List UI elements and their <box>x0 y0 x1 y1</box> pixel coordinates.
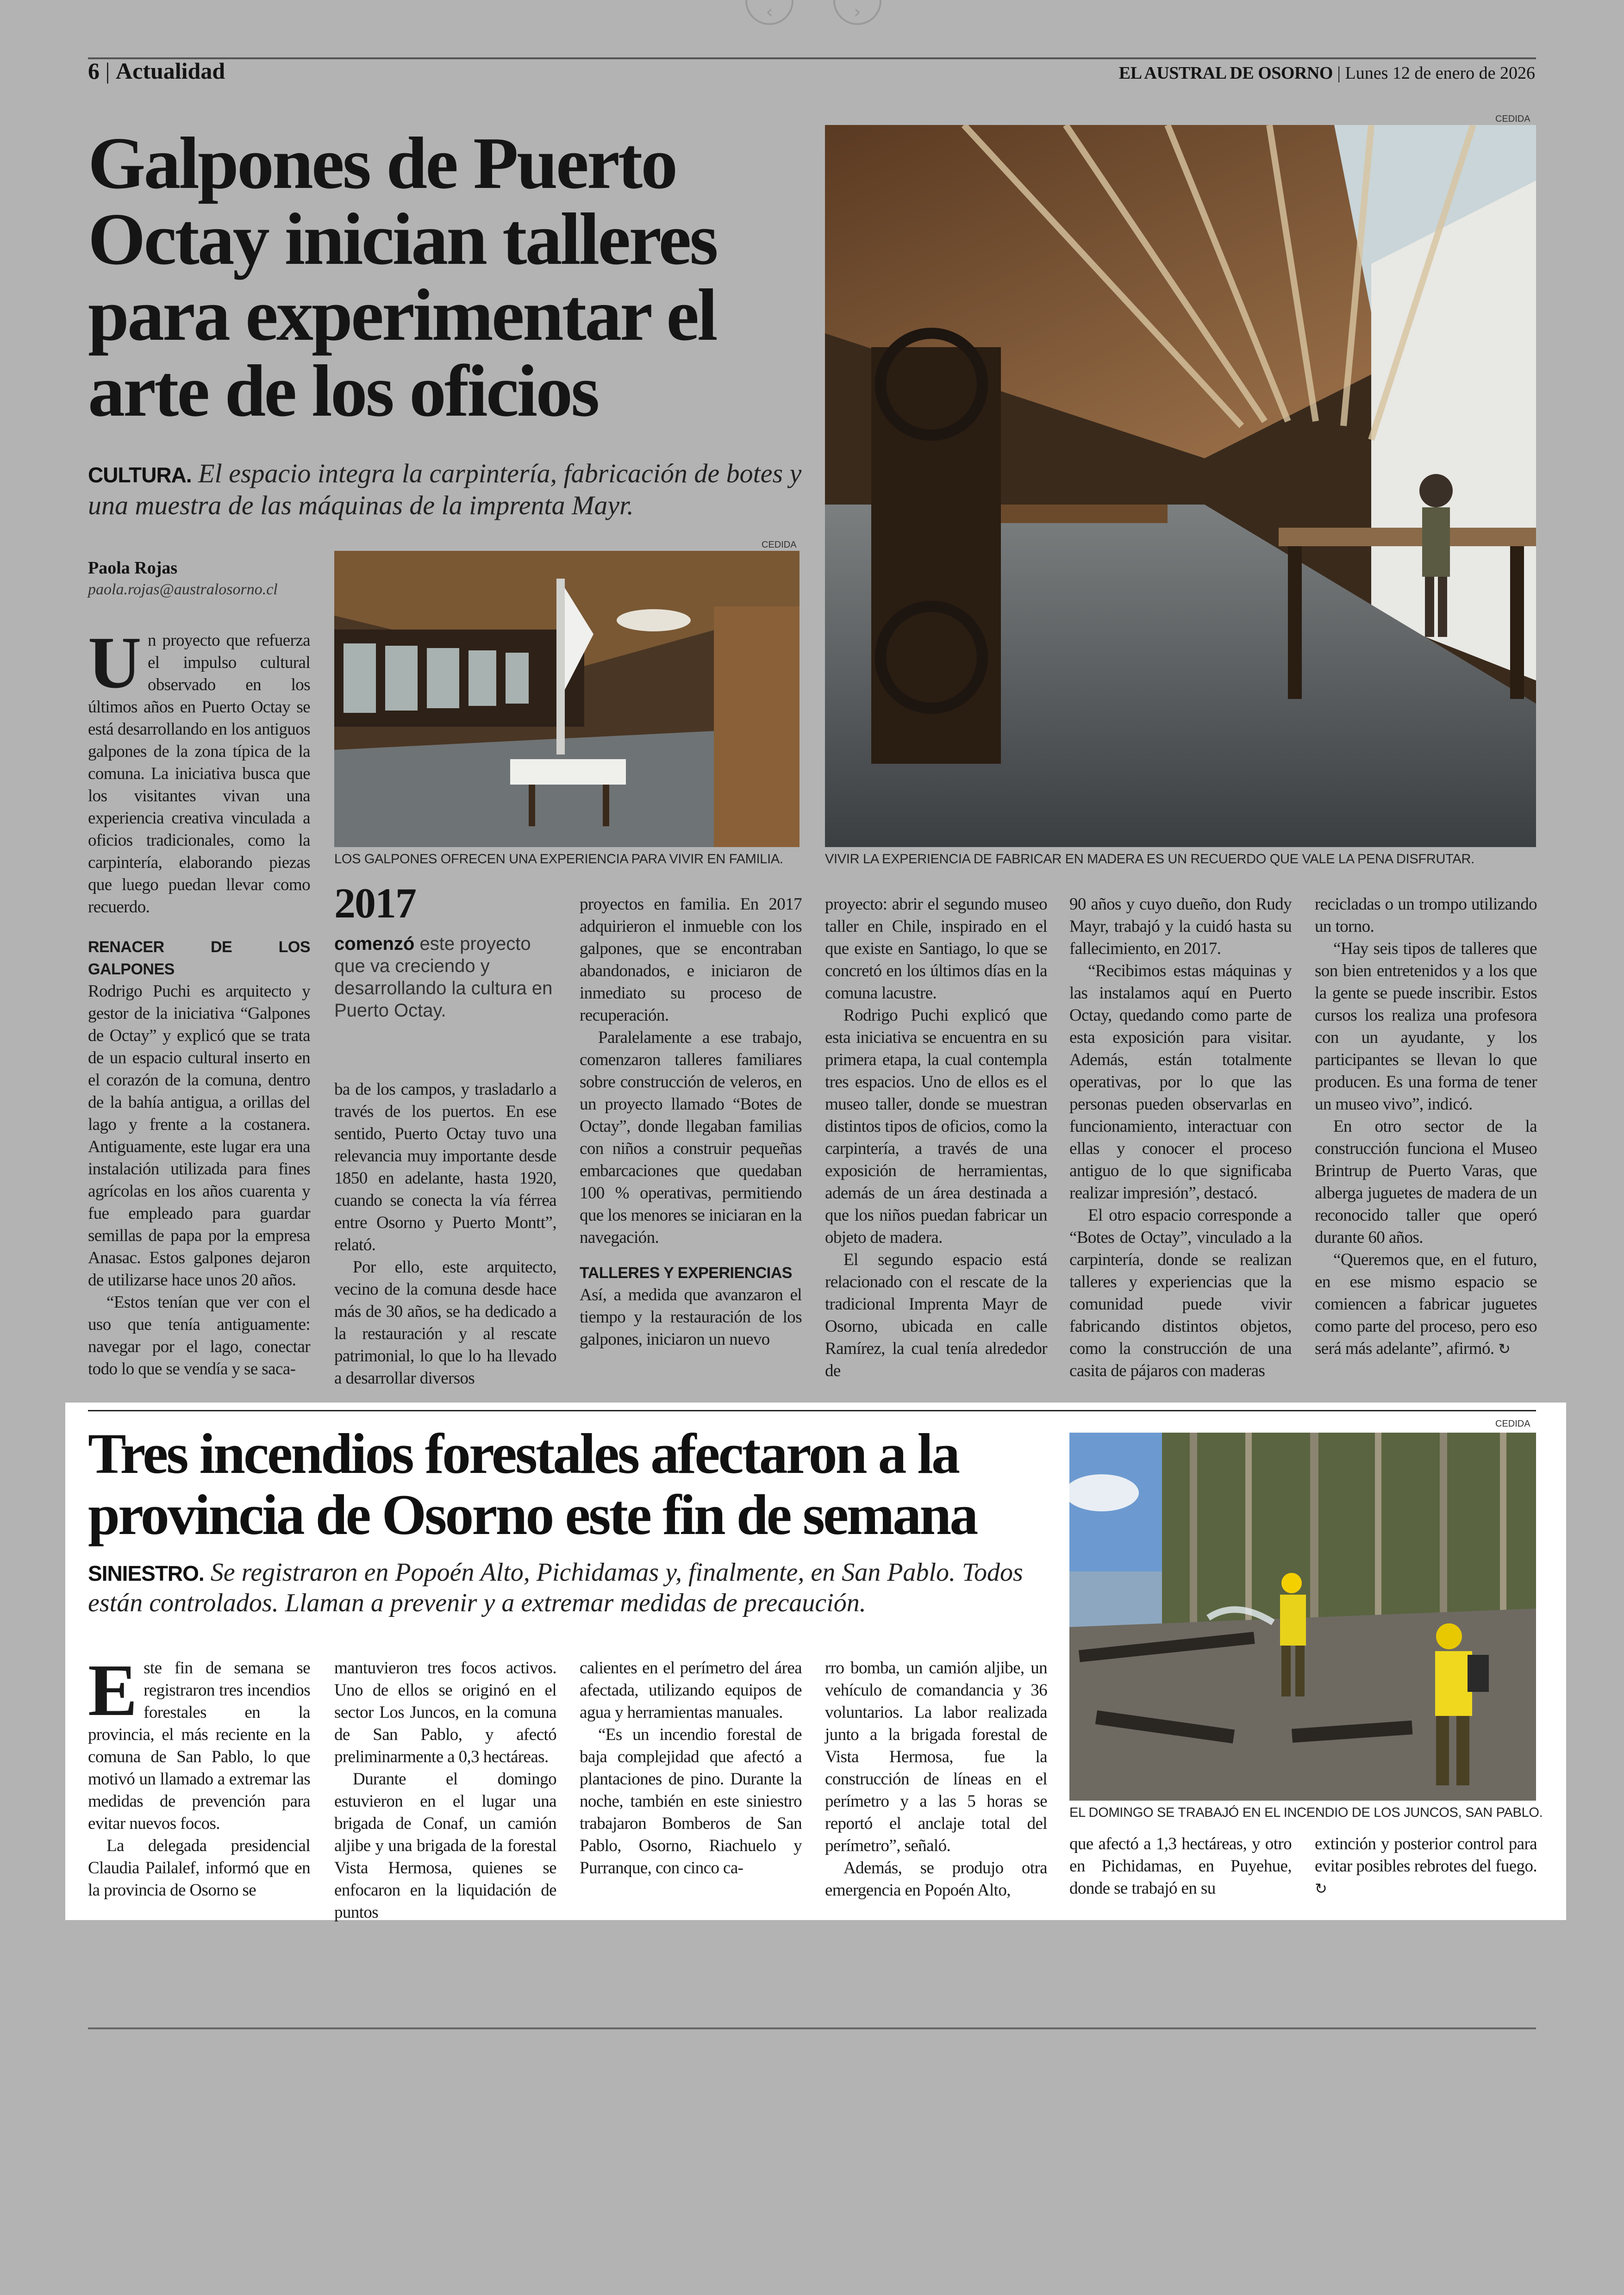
author-name: Paola Rojas <box>88 558 178 578</box>
fire-column-3 <box>580 1657 802 1879</box>
paragraph: proyectos en familia. En 2017 adquirieron el inmueble con los galpones, que se encontraban abandonados, e iniciaron de inmediato su proceso de recuperación. <box>580 895 802 1025</box>
issue-date: Lunes 12 de enero de 2026 <box>1345 63 1535 83</box>
paragraph: El segundo espacio está relacionado con el rescate de la tradicional Imprenta Mayr de Osorno, ubicada en calle Ramírez, la cual tenía alrededor de <box>825 1250 1047 1380</box>
paragraph: “Recibimos estas máquinas y las instalamos aquí en Puerto Octay, quedando como parte de esta exposición para visitar. Además, están totalmente operativas, por lo que las personas pueden observarlas en funcionamiento, interactuar con ellas y conocer el proceso antiguo de lo que significaba realizar impresión”, destacó. <box>1069 961 1292 1203</box>
fire-deck-text: Se registraron en Popoén Alto, Pichidamas y, finalmente, en San Pablo. Todos están controlados. Llaman a prevenir y a extremar medidas de precaución. <box>88 1558 1023 1617</box>
deck-kicker: CULTURA. <box>88 463 192 487</box>
paragraph: 90 años y cuyo dueño, don Rudy Mayr, trabajó y la cuidó hasta su fallecimiento, en 2017. <box>1069 895 1292 958</box>
fire-headline: Tres incendios forestales afectaron a la provincia de Osorno este fin de semana <box>88 1422 977 1547</box>
chevron-left-icon: ‹ <box>766 1 773 23</box>
fire-column-1 <box>88 1649 310 1902</box>
article-deck <box>88 458 810 521</box>
paragraph: que afectó a 1,3 hectáreas, y otro en Pichidamas, en Puyehue, donde se trabajó en su <box>1069 1834 1292 1898</box>
paragraph: Además, se produjo otra emergencia en Popoén Alto, <box>825 1858 1047 1900</box>
paragraph: En otro sector de la construcción funciona el Museo Brintrup de Puerto Varas, que alberga juguetes de madera de un reconocido taller que operó durante 60 años. <box>1315 1117 1537 1247</box>
header-rule <box>88 57 1536 59</box>
paragraph: “Estos tenían que ver con el uso que tenía antiguamente: navegar por el lago, conectar todo lo que se vendía y se saca- <box>88 1293 310 1378</box>
firefighters-photo <box>1069 1433 1536 1801</box>
masthead: EL AUSTRAL DE OSORNO | Lunes 12 de enero de 2026 <box>1118 63 1535 83</box>
article-column-2 <box>334 1079 556 1390</box>
article-column-5 <box>1069 893 1292 1382</box>
footer-rule <box>88 2027 1536 2029</box>
subhead: RENACER DE LOS GALPONES <box>88 938 310 978</box>
page-number: 6 <box>88 58 100 84</box>
fire-illustration <box>1069 1433 1536 1801</box>
galpones-photo <box>334 551 800 847</box>
deck-text: El espacio integra la carpintería, fabricación de botes y una muestra de las máquinas de la imprenta Mayr. <box>88 458 802 520</box>
fire-kicker: SINIESTRO. <box>88 1561 204 1585</box>
highlight-lead: comenzó <box>334 934 415 954</box>
paragraph: Rodrigo Puchi explicó que esta iniciativa se encuentra en su primera etapa, la cual contempla tres espacios. Uno de ellos es el museo taller, donde se muestran distintos tipos de oficios, como la carpintería, a través de una exposición de herramientas, además de un área destinada a que los niños puedan fabricar un objeto de madera. <box>825 1006 1047 1247</box>
highlight-box <box>334 879 556 1022</box>
fire-column-2 <box>334 1657 556 1924</box>
fire-photo-credit: CEDIDA <box>1495 1419 1530 1429</box>
photo-credit: CEDIDA <box>1495 114 1530 124</box>
chevron-right-icon: › <box>854 1 861 23</box>
paragraph: ba de los campos, y trasladarlo a través de los puertos. En ese sentido, Puerto Octay tuvo una relevancia muy importante desde 1850 en adelante, hasta 1920, cuando se conecta la vía férrea entre Osorno y Puerto Montt”, relató. <box>334 1080 556 1254</box>
paragraph: Así, a medida que avanzaron el tiempo y la restauración de los galpones, iniciaron un nuevo <box>580 1285 802 1349</box>
newspaper-name: EL AUSTRAL DE OSORNO <box>1118 63 1333 83</box>
paragraph: mantuvieron tres focos activos. Uno de ellos se originó en el sector Los Juncos, en la comuna de San Pablo, y afectó preliminarmente a 0,3 hectáreas. <box>334 1659 556 1766</box>
paragraph: La delegada presidencial Claudia Pailalef, informó que en la provincia de Osorno se <box>88 1836 310 1900</box>
closing-text: “Queremos que, en el futuro, en ese mismo espacio se comiencen a fabricar juguetes como parte del proceso, pero eso será más adelante”, afirmó. <box>1315 1250 1537 1358</box>
author-email[interactable]: paola.rojas@australosorno.cl <box>88 581 278 598</box>
workshop-interior-photo <box>825 125 1536 847</box>
paragraph <box>1315 1249 1537 1360</box>
article-column-1 <box>88 621 310 1380</box>
article-headline: Galpones de Puerto Octay inician talleres para experimentar el arte de los oficios <box>88 122 717 432</box>
photo-caption: VIVIR LA EXPERIENCIA DE FABRICAR EN MADERA ES UN RECUERDO QUE VALE LA PENA DISFRUTAR. <box>825 852 1474 867</box>
paragraph: Por ello, este arquitecto, vecino de la comuna desde hace más de 30 años, se ha dedicado a la restauración y al rescate patrimonial, lo que lo ha llevado a desarrollar diversos <box>334 1258 556 1388</box>
article-column-3 <box>580 893 802 1351</box>
fire-drop-cap: E <box>88 1649 137 1731</box>
drop-cap: U <box>88 621 141 704</box>
paragraph: Durante el domingo estuvieron en el lugar una brigada de Conaf, un camión aljibe y una brigada de la forestal Vista Hermosa, quienes se enfocaron en la liquidación de puntos <box>334 1770 556 1922</box>
photo-caption-small: LOS GALPONES OFRECEN UNA EXPERIENCIA PARA VIVIR EN FAMILIA. <box>334 852 783 867</box>
highlight-number: 2017 <box>334 879 416 927</box>
galpones-illustration <box>334 551 800 847</box>
subhead: TALLERES Y EXPERIENCIAS <box>580 1264 792 1282</box>
paragraph: El otro espacio corresponde a “Botes de Octay”, vinculado a la carpintería, donde se realizan talleres y experiencias que la comunidad puede vivir fabricando distintos objetos, como la construcción de una casita de pájaros con maderas <box>1069 1206 1292 1380</box>
paragraph: recicladas o un trompo utilizando un torno. <box>1315 895 1537 936</box>
paragraph: Paralelamente a ese trabajo, comenzaron talleres familiares sobre construcción de veleros, en un proyecto llamado “Botes de Octay”, donde llegaban familias con niños a construir pequeñas embarcaciones que quedaban 100 % operativas, permitiendo que los menores se iniciaran en la navegación. <box>580 1028 802 1247</box>
paragraph: “Es un incendio forestal de baja complejidad que afectó a plantaciones de pino. Durante la noche, también en este siniestro trabajaron Bomberos de San Pablo, Osorno, Riachuelo y Purranque, con cinco ca- <box>580 1725 802 1877</box>
paragraph: ste fin de semana se registraron tres incendios forestales en la provincia, el más reciente en la comuna de San Pablo, lo que motivó un llamado a extremar las medidas de prevención para evitar nuevos focos. <box>88 1659 310 1833</box>
highlight-body: este proyecto que va creciendo y desarrollando la cultura en Puerto Octay. <box>334 934 553 1021</box>
fire-column-4 <box>825 1657 1047 1902</box>
paragraph: “Hay seis tipos de talleres que son bien entretenidos y a los que la gente se puede inscribir. Estos cursos los realiza una profesora con un ayudante, y los participantes se llevan lo que producen. Es una forma de tener un museo vivo”, indicó. <box>1315 939 1537 1114</box>
highlight-text <box>334 933 556 1022</box>
prev-page-button[interactable] <box>745 0 793 25</box>
section-name: Actualidad <box>116 58 225 84</box>
paragraph: calientes en el perímetro del área afectada, utilizando equipos de agua y herramientas manuales. <box>580 1659 802 1722</box>
paragraph: Rodrigo Puchi es arquitecto y gestor de la iniciativa “Galpones de Octay” y explicó que se trata de un espacio cultural inserto en el corazón de la comuna, dentro de la bahía antigua, a orillas del lago y frente a la costanera. Antiguamente, este lugar era una instalación utilizada para fines agrícolas en los años cuarenta y fue empleado para guardar semillas de papa por la empresa Anasac. Estos galpones dejaron de utilizarse hace unos 20 años. <box>88 982 310 1290</box>
fire-column-6 <box>1315 1833 1537 1900</box>
article-intro: n proyecto que refuerza el impulso cultural observado en los últimos años en Puerto Octay se está desarrollando en los antiguos galpones de la zona típica de la comuna. La iniciativa busca que los visitantes vivan una experiencia creativa vinculada a oficios tradicionales, como la carpintería, elaborando piezas que luego puedan llevar como recuerdo. <box>88 631 310 917</box>
article-column-4 <box>825 893 1047 1382</box>
paragraph <box>1315 1833 1537 1900</box>
end-mark-icon: ↻ <box>1315 1880 1327 1897</box>
panel-top-rule <box>88 1410 1536 1411</box>
photo-credit-small: CEDIDA <box>762 540 797 550</box>
section-header: 6 | Actualidad <box>88 58 225 84</box>
workshop-illustration <box>825 125 1536 847</box>
end-mark-icon: ↻ <box>1498 1340 1511 1358</box>
fire-closing-text: extinción y posterior control para evitar posibles rebrotes del fuego. <box>1315 1834 1537 1876</box>
paragraph: rro bomba, un camión aljibe, un vehículo de comandancia y 36 voluntarios. La labor realizada junto a la brigada forestal de Vista Hermosa, fue la construcción de líneas en el perímetro y a las 5 horas se reportó el anclaje total del perímetro”, señaló. <box>825 1659 1047 1855</box>
next-page-button[interactable] <box>833 0 881 25</box>
article-column-6 <box>1315 893 1537 1360</box>
fire-photo-caption: EL DOMINGO SE TRABAJÓ EN EL INCENDIO DE LOS JUNCOS, SAN PABLO. <box>1069 1805 1543 1820</box>
paragraph: proyecto: abrir el segundo museo taller en Chile, inspirado en el que existe en Santiago, lo que se concretó en los últimos días en la comuna lacustre. <box>825 895 1047 1003</box>
fire-column-5 <box>1069 1833 1292 1900</box>
fire-deck <box>88 1558 1060 1618</box>
